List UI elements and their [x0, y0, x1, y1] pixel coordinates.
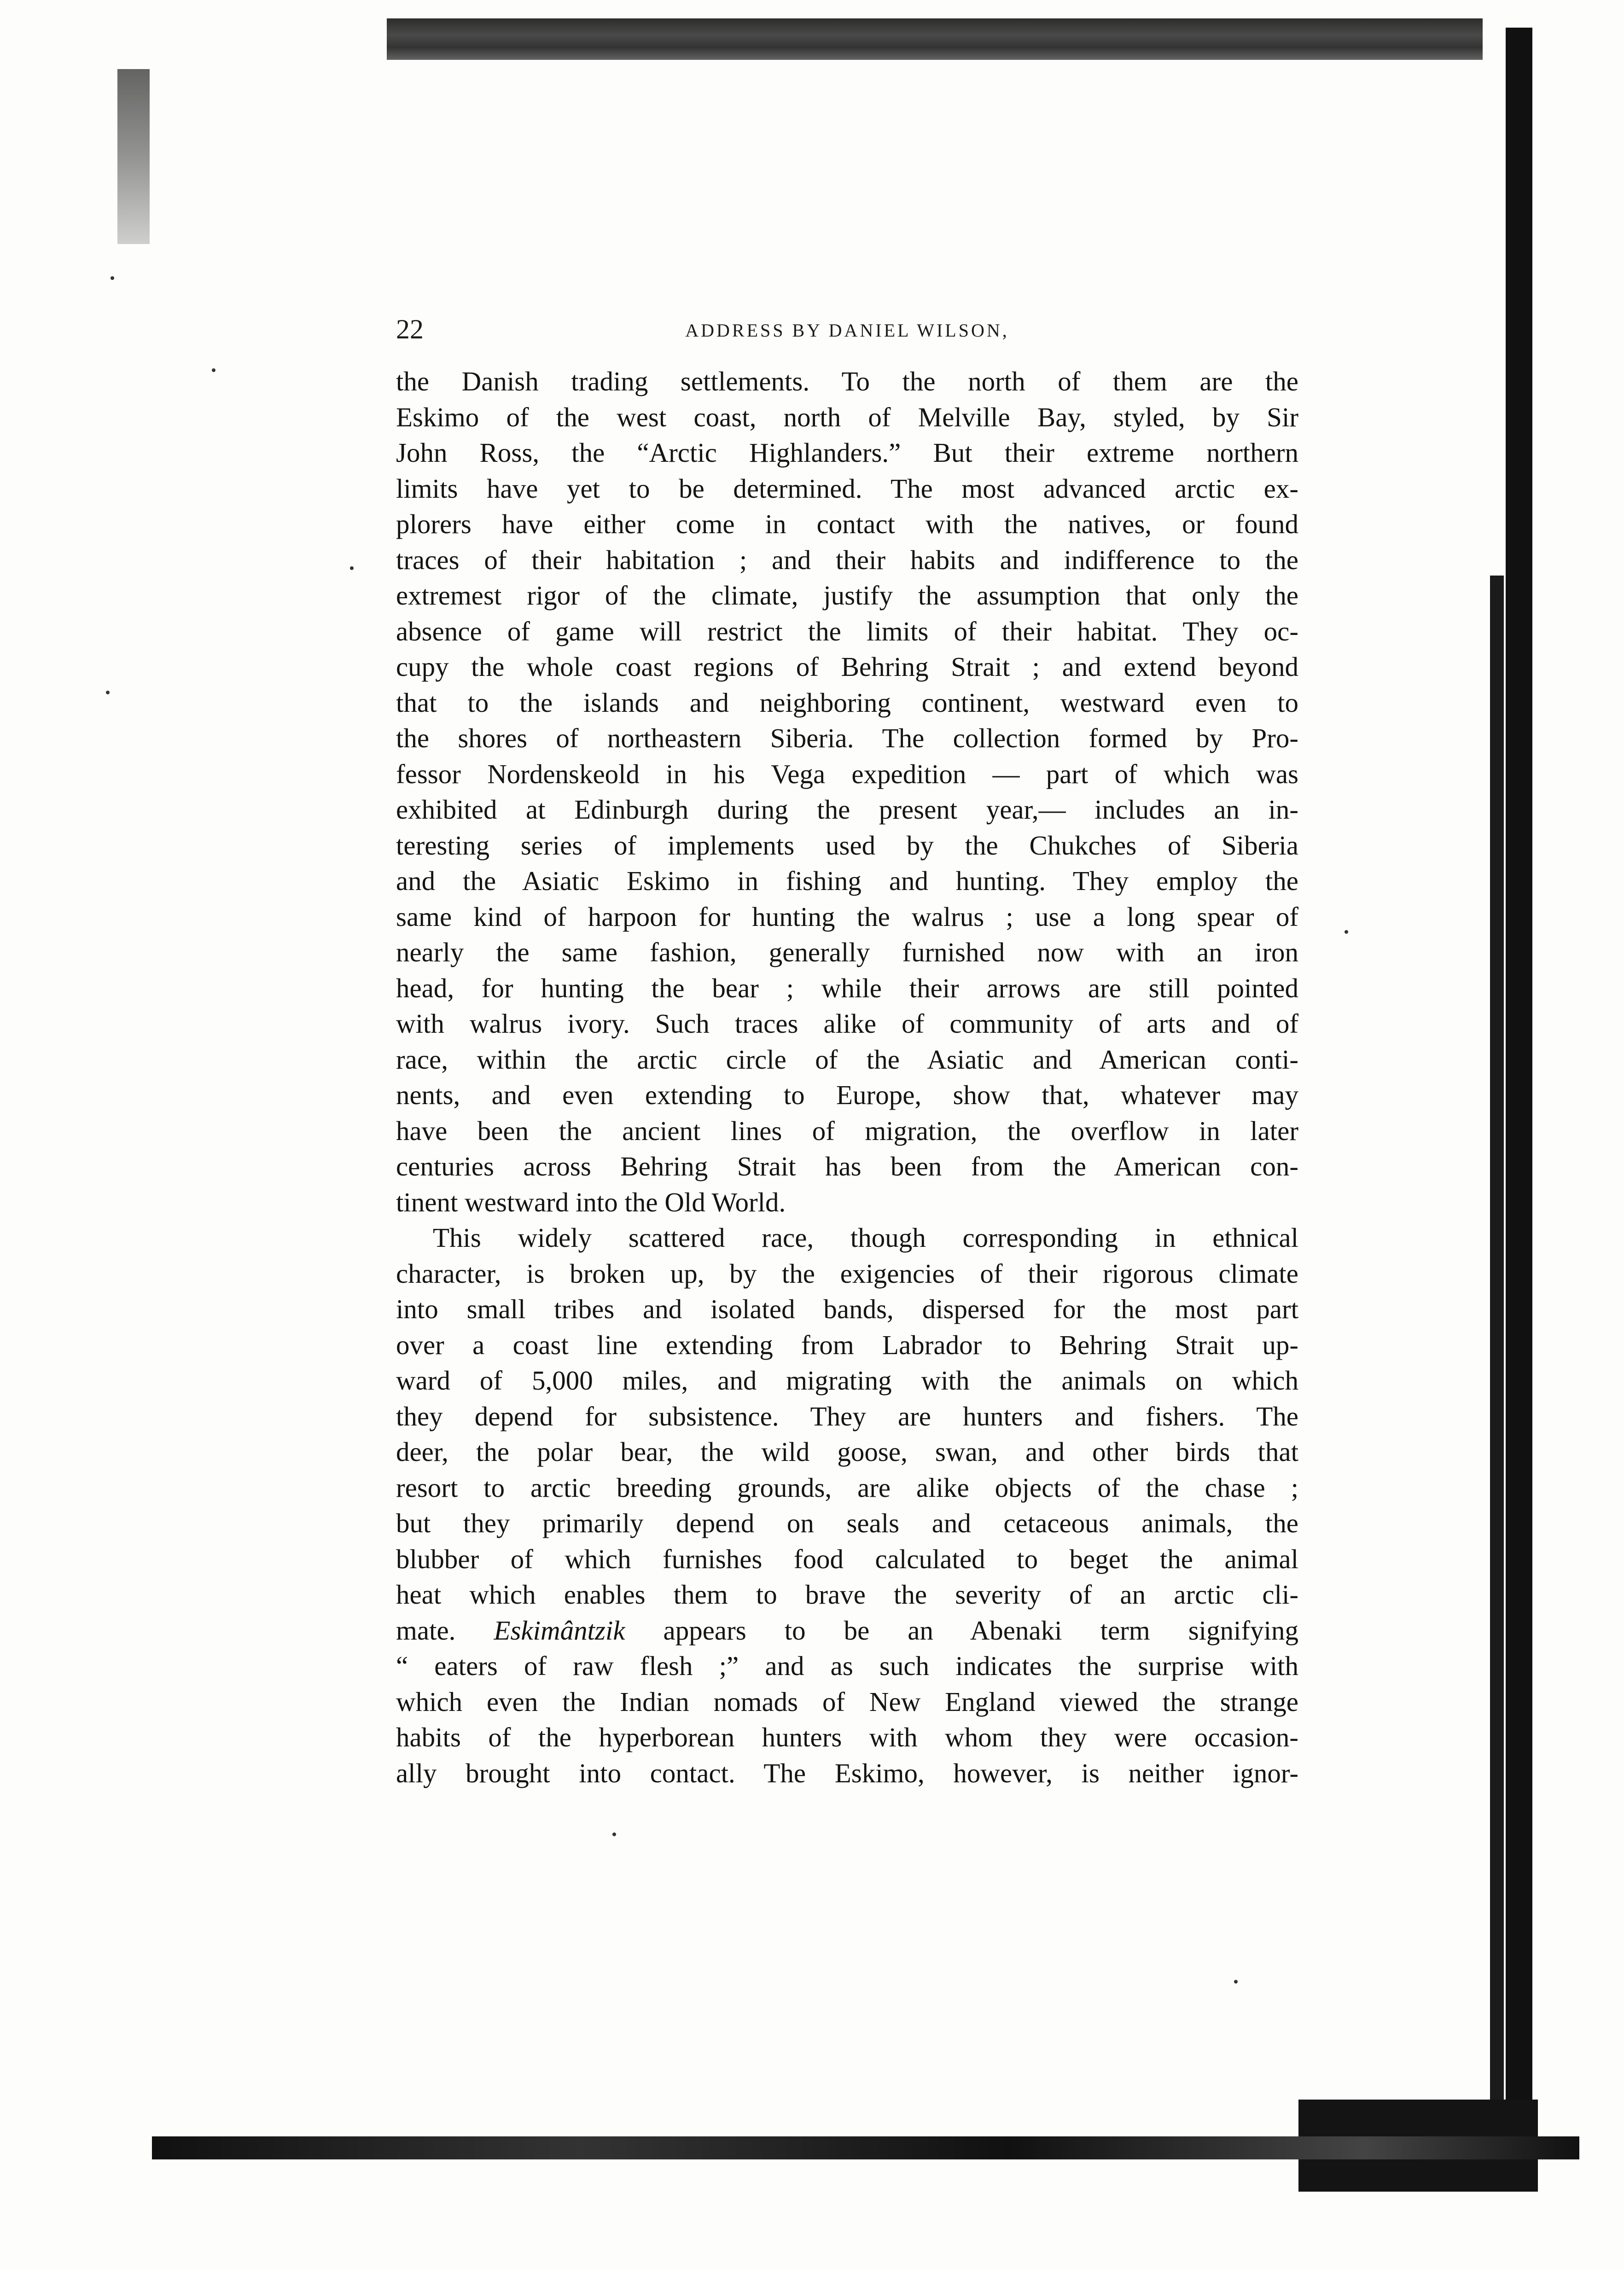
text-line: heat which enables them to brave the severity of an arctic cli-	[396, 1579, 1298, 1610]
text-line: have been the ancient lines of migration, the overflow in later	[396, 1115, 1298, 1146]
text-line: exhibited at Edinburgh during the present year,— includes an in-	[396, 794, 1298, 825]
scan-top-edge-artifact	[387, 18, 1483, 60]
text-line: ally brought into contact. The Eskimo, however, is neither ignor-	[396, 1757, 1298, 1788]
text-line: they depend for subsistence. They are hunters and fishers. The	[396, 1401, 1298, 1431]
text-line: which even the Indian nomads of New England viewed the strange	[396, 1686, 1298, 1717]
italic-term: Eskimântzik	[494, 1615, 625, 1646]
text-line: limits have yet to be determined. The most advanced arctic ex-	[396, 473, 1298, 504]
scan-right-edge-shadow	[1490, 576, 1504, 2187]
text-line: that to the islands and neighboring continent, westward even to	[396, 687, 1298, 718]
text-line: the shores of northeastern Siberia. The collection formed by Pro-	[396, 723, 1298, 753]
paragraph-2	[396, 1220, 1298, 1791]
text-line: resort to arctic breeding grounds, are alike objects of the chase ;	[396, 1472, 1298, 1503]
text-line: the Danish trading settlements. To the north of them are the	[396, 366, 1298, 396]
text-line: nents, and even extending to Europe, show that, whatever may	[396, 1080, 1298, 1110]
text-line: character, is broken up, by the exigencies of their rigorous climate	[396, 1258, 1298, 1289]
text-line: race, within the arctic circle of the Asiatic and American conti-	[396, 1044, 1298, 1075]
scan-speck	[106, 691, 110, 694]
text-line: habits of the hyperborean hunters with whom they were occasion-	[396, 1722, 1298, 1752]
text-line: and the Asiatic Eskimo in fishing and hunting. They employ the	[396, 866, 1298, 896]
text-line: This widely scattered race, though corresponding in ethnical	[433, 1222, 1298, 1253]
text-line: Eskimo of the west coast, north of Melville Bay, styled, by Sir	[396, 401, 1298, 432]
text-line: “ eaters of raw flesh ;” and as such indicates the surprise with	[396, 1651, 1298, 1681]
scan-bottom-edge-artifact	[152, 2136, 1579, 2159]
scan-speck	[1345, 930, 1348, 934]
text-line: over a coast line extending from Labrador to Behring Strait up-	[396, 1329, 1298, 1360]
text-fragment: mate.	[396, 1615, 494, 1646]
text-line: blubber of which furnishes food calculated to beget the animal	[396, 1543, 1298, 1574]
text-line-with-italic	[396, 1613, 1298, 1649]
text-line: centuries across Behring Strait has been from the American con-	[396, 1151, 1298, 1181]
text-line: into small tribes and isolated bands, dispersed for the most part	[396, 1294, 1298, 1324]
text-line: John Ross, the “Arctic Highlanders.” But their extreme northern	[396, 437, 1298, 468]
scan-speck	[350, 566, 354, 570]
page-header	[396, 313, 1298, 345]
scan-left-smudge	[117, 69, 150, 244]
scan-speck	[212, 368, 215, 372]
text-line: fessor Nordenskeold in his Vega expedition — part of which was	[396, 758, 1298, 789]
text-line: extremest rigor of the climate, justify the assumption that only the	[396, 580, 1298, 611]
page-number: 22	[396, 314, 424, 344]
text-line: but they primarily depend on seals and cetaceous animals, the	[396, 1508, 1298, 1538]
text-line: absence of game will restrict the limits of their habitat. They oc-	[396, 616, 1298, 646]
paragraph-1	[396, 364, 1298, 1220]
text-line: plorers have either come in contact with the natives, or found	[396, 509, 1298, 539]
scan-speck	[612, 1833, 616, 1836]
text-line: nearly the same fashion, generally furnished now with an iron	[396, 937, 1298, 967]
text-line: head, for hunting the bear ; while their arrows are still pointed	[396, 972, 1298, 1003]
text-line: ward of 5,000 miles, and migrating with the animals on which	[396, 1365, 1298, 1396]
text-line: same kind of harpoon for hunting the walrus ; use a long spear of	[396, 901, 1298, 932]
text-line: deer, the polar bear, the wild goose, swan, and other birds that	[396, 1437, 1298, 1467]
text-fragment: appears to be an Abenaki term signifying	[625, 1615, 1298, 1646]
text-line: with walrus ivory. Such traces alike of community of arts and of	[396, 1008, 1298, 1039]
running-head: ADDRESS BY DANIEL WILSON,	[685, 320, 1009, 341]
scan-speck	[111, 276, 114, 280]
scan-right-edge-artifact	[1506, 28, 1532, 2192]
text-line: traces of their habitation ; and their habits and indifference to the	[396, 544, 1298, 575]
text-line: tinent westward into the Old World.	[396, 1187, 786, 1217]
scan-speck	[1234, 1980, 1238, 1984]
body-text	[396, 364, 1298, 1791]
text-line: cupy the whole coast regions of Behring Strait ; and extend beyond	[396, 652, 1298, 682]
text-line: teresting series of implements used by the Chukches of Siberia	[396, 830, 1298, 861]
